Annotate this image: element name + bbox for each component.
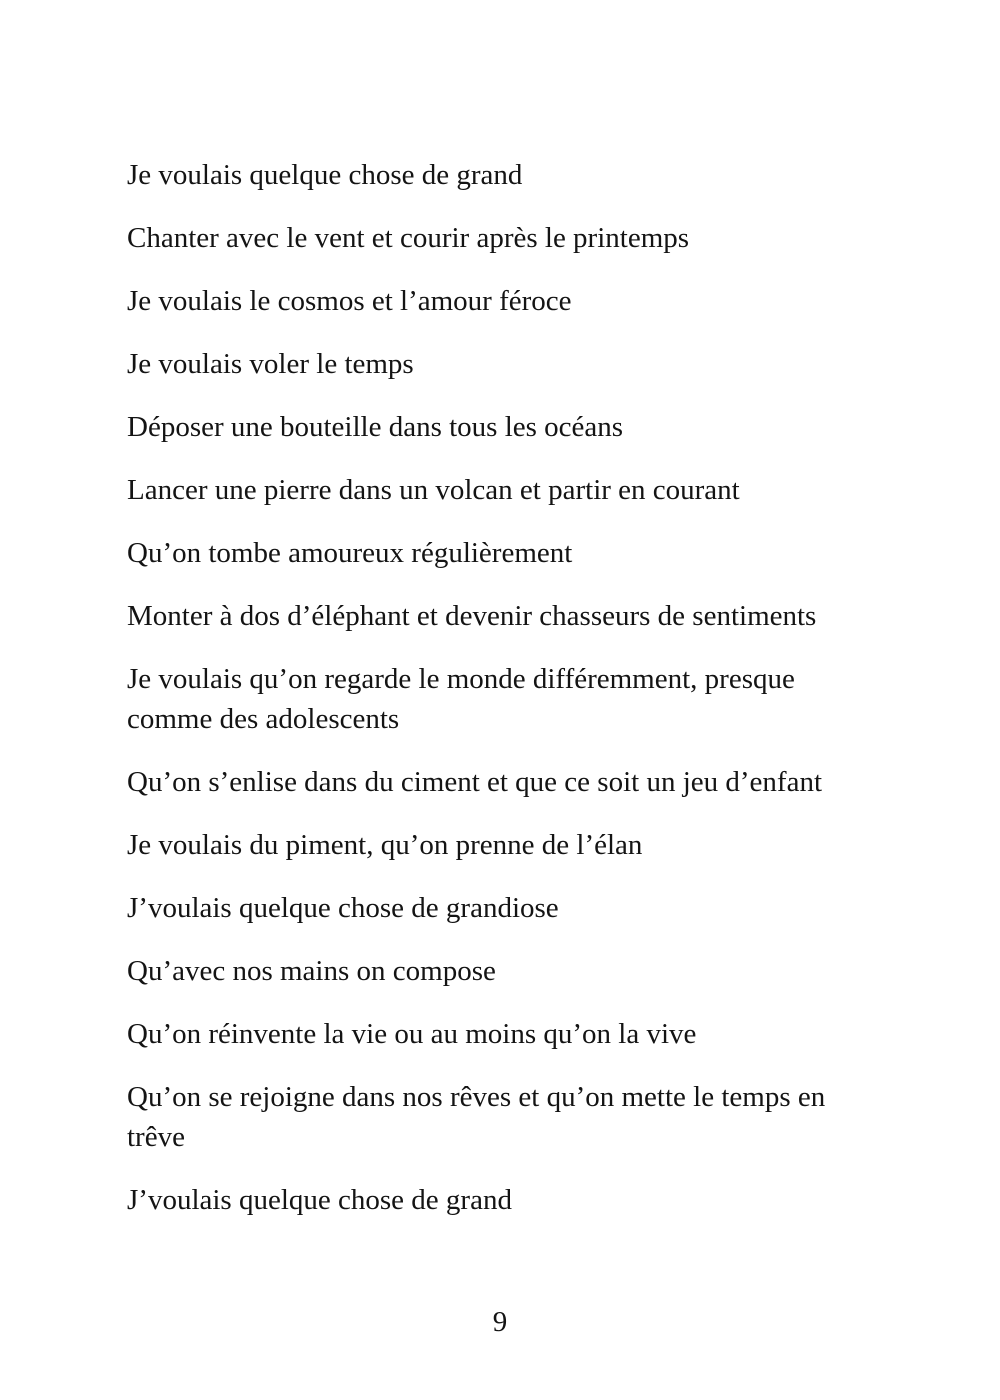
poem-line: Qu’avec nos mains on compose: [127, 955, 496, 987]
poem-line: Je voulais quelque chose de grand: [127, 159, 523, 191]
page-number: 9: [492, 1306, 508, 1338]
poem-line: Je voulais le cosmos et l’amour féroce: [127, 285, 572, 317]
poem-line: Je voulais voler le temps: [127, 348, 414, 380]
poem-line: J’voulais quelque chose de grand: [127, 1184, 512, 1216]
poem-line: Chanter avec le vent et courir après le printemps: [127, 222, 690, 254]
poem-line: Qu’on se rejoigne dans nos rêves et qu’on mette le temps en trêve: [127, 1081, 826, 1153]
poem-line: Monter à dos d’éléphant et devenir chasseurs de sentiments: [127, 600, 817, 632]
poem-line: Je voulais qu’on regarde le monde différemment, presque comme des adolescents: [127, 663, 795, 735]
poem-line: Lancer une pierre dans un volcan et partir en courant: [127, 474, 740, 506]
poem-line: Déposer une bouteille dans tous les océans: [127, 411, 624, 443]
poem-line: Qu’on s’enlise dans du ciment et que ce soit un jeu d’enfant: [127, 766, 822, 798]
poem-body: [127, 155, 887, 1243]
poem-line: J’voulais quelque chose de grandiose: [127, 892, 559, 924]
poem-line: Je voulais du piment, qu’on prenne de l’élan: [127, 829, 643, 861]
poem-line: Qu’on réinvente la vie ou au moins qu’on la vive: [127, 1018, 697, 1050]
poem-line: Qu’on tombe amoureux régulièrement: [127, 537, 573, 569]
